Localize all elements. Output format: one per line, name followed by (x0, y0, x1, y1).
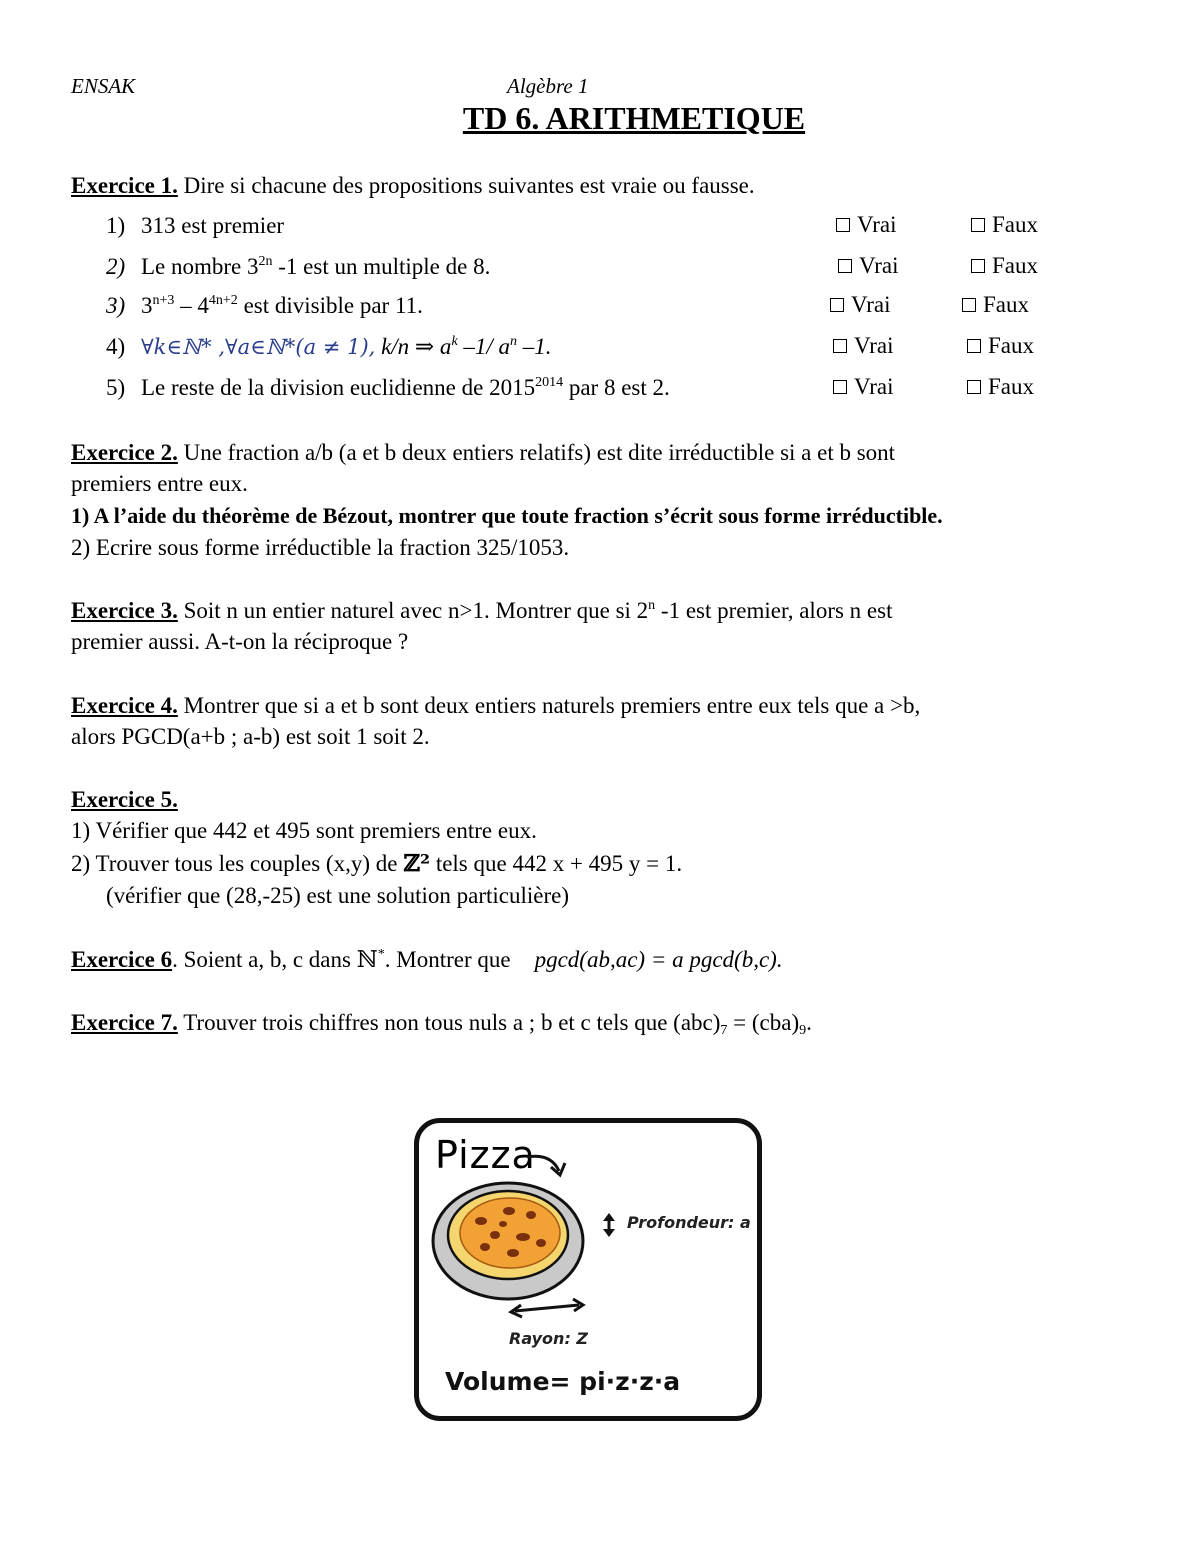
ex1-intro-line (71, 172, 755, 200)
ex2-question-1: 1) A l’aide du théorème de Bézout, montrer que toute fraction s’écrit sous forme irréductible. (71, 503, 943, 528)
item-formula-c: –1. (517, 334, 552, 359)
choice-label: Faux (992, 253, 1038, 278)
ex7-base-7: 7 (720, 1023, 728, 1038)
ex1-item-1 (106, 212, 284, 240)
ex1-item-2 (106, 253, 490, 281)
choice-label: Faux (992, 212, 1038, 237)
item-text-post: par 8 est 2. (563, 375, 670, 400)
ex3-text-pre: Soit n un entier naturel avec n>1. Montrer que si 2 (177, 598, 649, 623)
item-text-a: 3 (141, 293, 153, 318)
ex4-text: Montrer que si a et b sont deux entiers naturels premiers entre eux tels que a >b, (177, 693, 921, 718)
ex3-line-1 (71, 597, 892, 625)
choice-false-4[interactable] (967, 333, 1034, 359)
choice-label: Vrai (859, 253, 899, 278)
ex5-q2-text-pre: 2) Trouver tous les couples (x,y) de (71, 851, 404, 876)
pizza-depth-label: Profondeur: a (627, 1213, 751, 1232)
item-exponent: 2n (258, 254, 273, 269)
ex5-q2-text-post: tels que 442 x + 495 y = 1. (430, 851, 683, 876)
item-text-pre: Le nombre 3 (141, 254, 259, 279)
choice-false-2[interactable] (971, 253, 1038, 279)
ex5-label: Exercice 5. (71, 787, 178, 812)
item-quantifier-formula: ∀k∈ℕ* ,∀a∈ℕ*(a ≠ 1), (141, 335, 376, 359)
item-number: 5) (106, 375, 126, 400)
item-formula-exp-n: n (510, 334, 518, 349)
ex1-item-5 (106, 374, 670, 402)
item-exponent-a: n+3 (152, 293, 175, 308)
ex2-line-2: premiers entre eux. (71, 471, 248, 496)
ex6-formula: pgcd(ab,ac) = a pgcd(b,c). (534, 947, 783, 972)
ex4-line-1 (71, 692, 920, 720)
pizza-radius-label: Rayon: Z (509, 1329, 589, 1348)
page-title: TD 6. ARITHMETIQUE (462, 100, 806, 136)
pizza-title: Pizza (435, 1133, 536, 1177)
ex5-question-1: 1) Vérifier que 442 et 495 sont premiers entre eux. (71, 818, 537, 843)
ex7-text-pre: Trouver trois chiffres non tous nuls a ; b et c tels que (abc) (177, 1010, 721, 1035)
ex7-text-post: . (806, 1010, 812, 1035)
item-number: 2) (106, 254, 126, 279)
item-number: 1) (106, 213, 126, 238)
checkbox-icon[interactable] (836, 218, 850, 232)
choice-true-1[interactable] (836, 212, 897, 238)
choice-label: Faux (988, 333, 1034, 358)
choice-true-3[interactable] (830, 292, 891, 318)
item-number: 3) (106, 293, 126, 318)
checkbox-icon[interactable] (971, 259, 985, 273)
item-formula-exp-k: k (451, 334, 458, 349)
ex6-text-pre: . Soient a, b, c dans ℕ (172, 947, 378, 972)
ex2-label: Exercice 2. (71, 440, 178, 465)
choice-label: Vrai (851, 292, 891, 317)
checkbox-icon[interactable] (833, 339, 847, 353)
choice-false-3[interactable] (962, 292, 1029, 318)
checkbox-icon[interactable] (833, 380, 847, 394)
ex1-label: Exercice 1. (71, 173, 178, 198)
item-formula-a: k/n ⇒ a (375, 334, 452, 359)
checkbox-icon[interactable] (967, 339, 981, 353)
ex6-exponent: * (377, 947, 385, 962)
ex2-question-2: 2) Ecrire sous forme irréductible la fraction 325/1053. (71, 535, 570, 560)
item-text-c: est divisible par 11. (237, 293, 423, 318)
ex5-question-2 (71, 850, 682, 878)
ex4-line-2: alors PGCD(a+b ; a-b) est soit 1 soit 2. (71, 724, 430, 749)
ex3-label: Exercice 3. (71, 598, 178, 623)
choice-label: Faux (988, 374, 1034, 399)
header-school: ENSAK (71, 74, 136, 98)
ex1-item-4 (106, 333, 552, 361)
checkbox-icon[interactable] (962, 298, 976, 312)
item-formula-b: –1/ a (457, 334, 511, 359)
item-exponent: 2014 (535, 375, 564, 390)
ex5-z-squared: ℤ² (403, 850, 431, 877)
ex6-text-mid: . Montrer que (384, 947, 511, 972)
ex3-text-post: -1 est premier, alors n est (655, 598, 893, 623)
ex1-item-3 (106, 292, 423, 320)
choice-label: Vrai (854, 333, 894, 358)
checkbox-icon[interactable] (967, 380, 981, 394)
checkbox-icon[interactable] (830, 298, 844, 312)
choice-label: Vrai (854, 374, 894, 399)
item-text-pre: Le reste de la division euclidienne de 2015 (141, 375, 536, 400)
ex6-line (71, 946, 783, 974)
checkbox-icon[interactable] (971, 218, 985, 232)
item-text-b: – 4 (174, 293, 209, 318)
ex7-base-9: 9 (799, 1023, 807, 1038)
radius-arrow-icon (515, 1305, 579, 1311)
ex7-label: Exercice 7. (71, 1010, 178, 1035)
choice-false-1[interactable] (971, 212, 1038, 238)
item-exponent-b: 4n+2 (208, 293, 238, 308)
ex2-line-1 (71, 439, 895, 467)
item-text: 313 est premier (141, 213, 285, 238)
item-number: 4) (106, 334, 126, 359)
ex3-line-2: premier aussi. A-t-on la réciproque ? (71, 629, 409, 654)
checkbox-icon[interactable] (838, 259, 852, 273)
choice-label: Faux (983, 292, 1029, 317)
ex1-intro: Dire si chacune des propositions suivantes est vraie ou fausse. (183, 173, 755, 198)
choice-false-5[interactable] (967, 374, 1034, 400)
choice-true-2[interactable] (838, 253, 899, 279)
ex3-exponent: n (648, 598, 656, 613)
ex7-line (71, 1009, 812, 1037)
ex4-label: Exercice 4. (71, 693, 178, 718)
ex5-note: (vérifier que (28,-25) est une solution particulière) (106, 883, 570, 908)
item-text-post: -1 est un multiple de 8. (272, 254, 491, 279)
pizza-cartoon (414, 1118, 762, 1421)
ex5-label-line (71, 786, 178, 814)
ex6-label: Exercice 6 (71, 947, 173, 972)
ex7-text-mid: = (cba) (727, 1010, 800, 1035)
choice-true-4[interactable] (833, 333, 894, 359)
choice-label: Vrai (857, 212, 897, 237)
header-course: Algèbre 1 (507, 74, 589, 98)
choice-true-5[interactable] (833, 374, 894, 400)
ex2-text: Une fraction a/b (a et b deux entiers relatifs) est dite irréductible si a et b sont (177, 440, 896, 465)
pizza-volume-label: Volume= pi·z·z·a (445, 1367, 681, 1396)
